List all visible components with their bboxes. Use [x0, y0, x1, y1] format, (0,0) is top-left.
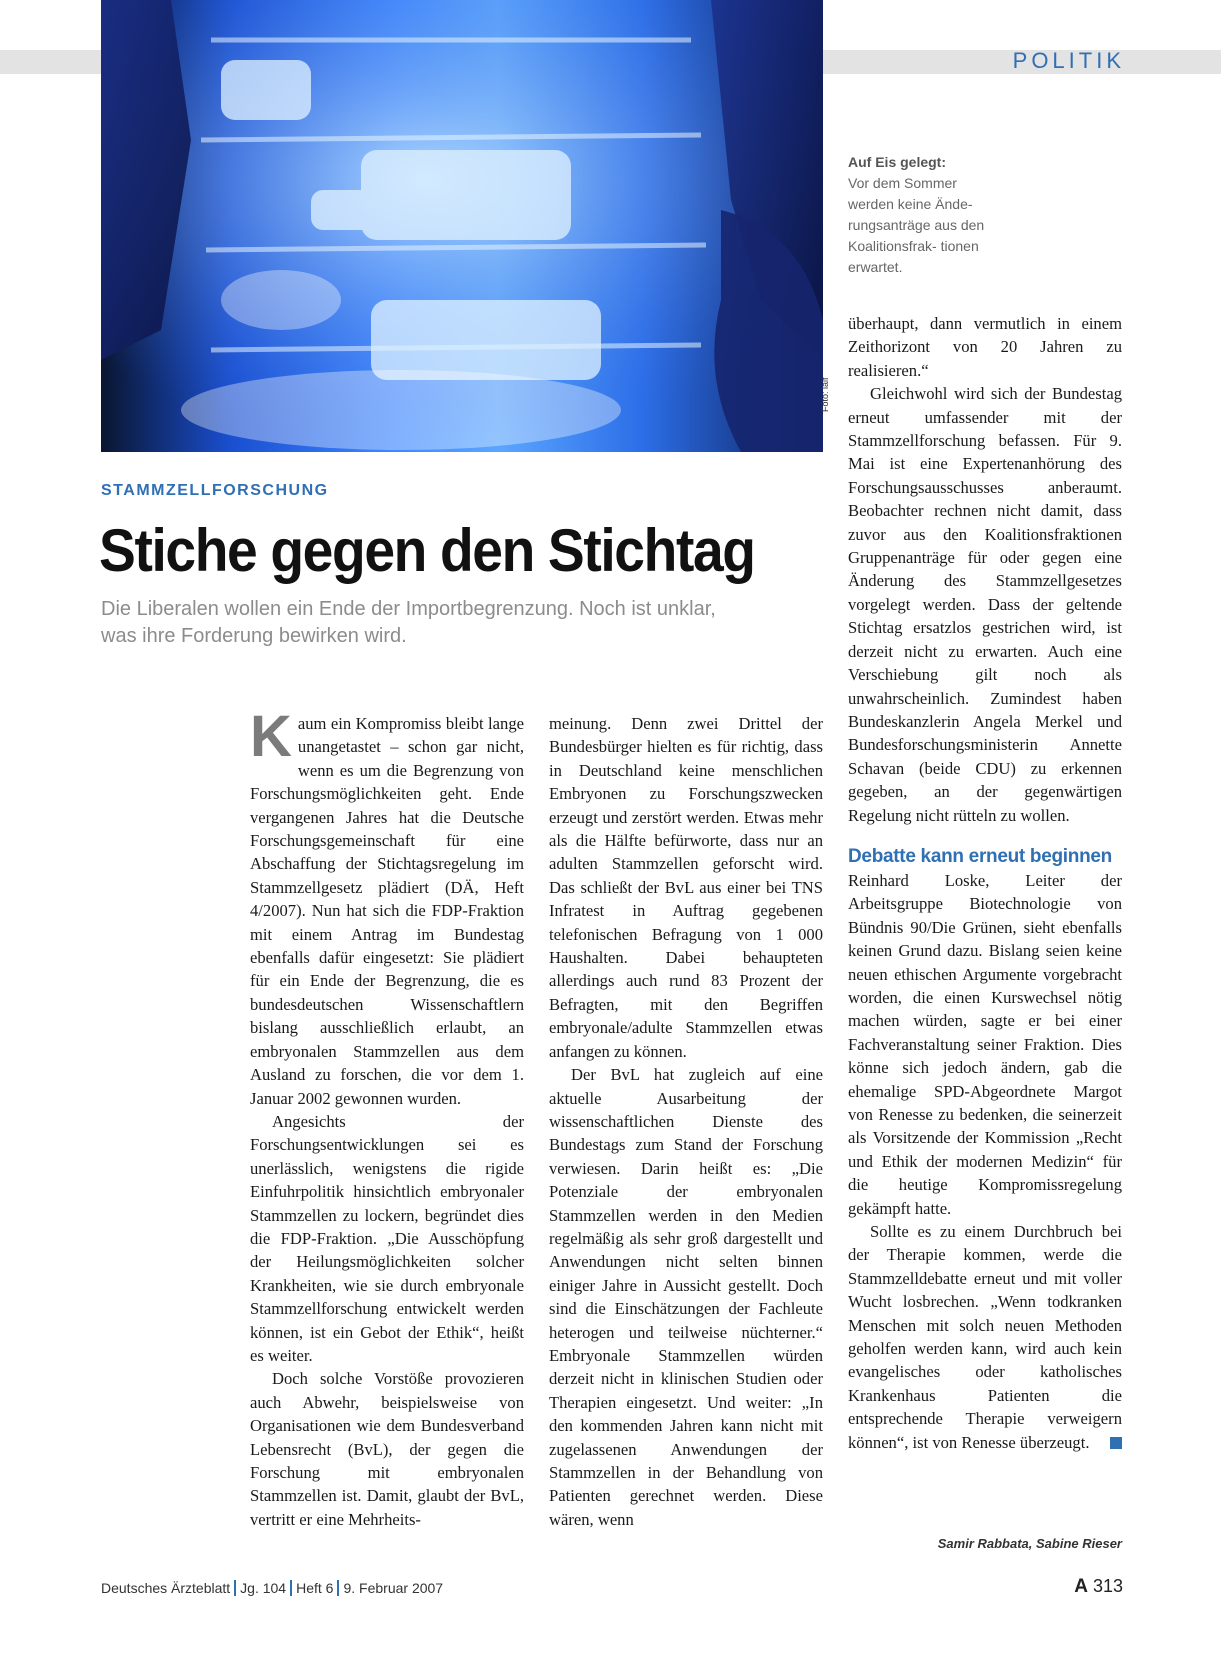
paragraph: aum ein Kompromiss bleibt lange unangetastet – schon gar nicht, wenn es um die Begrenzung von Forschungsmöglichkeiten geht. Ende vergangenen Jahres hat die Deutsche Forschungsgemeinschaft für eine Abschaffung der Stichtagsregelung im Stammzellgesetz plädiert (DÄ, Heft 4/2007). Nun hat sich die FDP-Fraktion mit einem Antrag im Bundestag ebenfalls dafür eingesetzt: Sie plädiert für ein Ende der Begrenzung, die es bundesdeutschen Wissenschaftlern bislang ausschließlich erlaubt, an embryonalen Stammzellen aus dem Ausland zu forschen, die vor dem 1. Januar 2002 gewonnen wurden. [250, 714, 524, 1108]
footer-separator [234, 1580, 236, 1596]
paragraph: Angesichts der Forschungsentwicklungen sei es unerlässlich, wenigstens die rigide Einfuhrpolitik hinsichtlich embryonaler Stammzellen zu lockern, begründet dies die FDP-Fraktion. „Die Ausschöpfung der Heilungsmöglichkeiten solcher Krankheiten, wie sie durch embryonale Stammzellforschung entwickelt werden können, ist ein Gebot der Ethik“, heißt es weiter. [250, 1111, 524, 1365]
footer-separator [290, 1580, 292, 1596]
issue-date: 9. Februar 2007 [343, 1580, 444, 1596]
page-number [1074, 1576, 1123, 1598]
text-column-3 [848, 312, 1122, 1454]
caption-title: Auf Eis gelegt: [848, 154, 947, 170]
article-authors: Samir Rabbata, Sabine Rieser [937, 1536, 1122, 1551]
paragraph: Doch solche Vorstöße provozieren auch Abwehr, beispielsweise von Organisationen wie dem Bundesverband Lebensrecht (BvL), der gegen die Forschung mit embryonalen Stammzellen ist. Damit, glaubt der BvL, vertritt er eine Mehrheits- [250, 1369, 524, 1529]
journal-name: Deutsches Ärzteblatt [101, 1580, 231, 1596]
page-prefix: A [1074, 1576, 1088, 1597]
article-subtitle: Die Liberalen wollen ein Ende der Importbegrenzung. Noch ist unklar, was ihre Forderung bewirken wird. [101, 598, 716, 647]
paragraph: Gleichwohl wird sich der Bundestag erneut umfassender mit der Stammzellforschung befassen. Für 9. Mai ist eine Expertenanhörung des Forschungsausschusses anberaumt. Beobachter rechnen nicht damit, dass zuvor aus den Koalitionsfraktionen Gruppenanträge für oder gegen eine Änderung des Stammzellgesetzes vorgelegt werden. Dass der geltende Stichtag ersatzlos gestrichen wird, ist derzeit nicht zu erwarten. Auch eine Verschiebung gilt noch als unwahrscheinlich. Zumindest haben Bundeskanzlerin Angela Merkel und Bundesforschungsministerin Annette Schavan (beide CDU) zu erkennen gegeben, an der gegenwärtigen Regelung nicht rütteln zu wollen. [848, 384, 1122, 825]
text-column-1 [250, 704, 524, 1531]
paragraph: Reinhard Loske, Leiter der Arbeitsgruppe Biotechnologie von Bündnis 90/Die Grünen, sieht ebenfalls keinen Grund dazu. Bislang seien keine neuen ethischen Argumente vorgebracht worden, die einen Kurswechsel nötig machen würden, sagte er bei einer Fachveranstaltung seiner Fraktion. Dies könne sich jedoch ändern, gab die ehemalige SPD-Abgeordnete Margot von Renesse zu bedenken, die seinerzeit als Vorsitzende der Kommission „Recht und Ethik der modernen Medizin“ für die heutige Kompromissregelung gekämpft hatte. [848, 870, 1122, 1218]
journal-volume: Jg. 104 [240, 1580, 287, 1596]
text-column-2 [549, 712, 823, 1531]
footer-separator [337, 1580, 339, 1596]
page-footer [101, 1580, 443, 1596]
paragraph: Sollte es zu einem Durchbruch bei der Therapie kommen, werde die Stammzelldebatte erneut und mit voller Wucht losbrechen. „Wenn todkranken Menschen mit solch neuen Methoden geholfen werden kann, wird auch kein evangelisches oder katholisches Krankenhaus Patienten die entsprechende Therapie verweigern können“, ist von Renesse überzeugt. [848, 1222, 1122, 1452]
end-mark-icon [1110, 1437, 1122, 1449]
article-photo [101, 0, 823, 452]
drop-cap: K [250, 704, 292, 769]
journal-issue: Heft 6 [296, 1580, 334, 1596]
photo-credit: Foto: laif [820, 377, 830, 412]
section-subheading: Debatte kann erneut beginnen [848, 845, 1112, 867]
photo-caption [848, 152, 988, 278]
caption-text: Vor dem Sommer werden keine Ände- rungsanträge aus den Koalitionsfrak- tionen erwartet. [848, 175, 985, 275]
paragraph: überhaupt, dann vermutlich in einem Zeithorizont von 20 Jahren zu realisieren.“ [848, 314, 1122, 380]
section-label: POLITIK [1012, 48, 1125, 73]
article-headline: Stiche gegen den Stichtag [99, 517, 755, 584]
paragraph: Der BvL hat zugleich auf eine aktuelle Ausarbeitung der wissenschaftlichen Dienste des Bundestags zum Stand der Forschung verwiesen. Darin heißt es: „Die Potenziale der embryonalen Stammzellen werden in den Medien regelmäßig als sehr groß dargestellt und Anwendungen nicht selten binnen einiger Jahre in Aussicht gestellt. Doch sind die Einschätzungen der Fachleute heterogen und teilweise nüchterner.“ Embryonale Stammzellen würden derzeit nicht in klinischen Studien oder Therapien eingesetzt. Und weiter: „In den kommenden Jahren kann nicht mit zugelassenen Anwendungen der Stammzellen in der Behandlung von Patienten gerechnet werden. Diese wären, wenn [549, 1065, 823, 1529]
paragraph: meinung. Denn zwei Drittel der Bundesbürger hielten es für richtig, dass in Deutschland keine menschlichen Embryonen zu Forschungszwecken erzeugt und zerstört werden. Etwas mehr als die Hälfte befürworte, dass nur an adulten Stammzellen geforscht wird. Das schließt der BvL aus einer bei TNS Infratest in Auftrag gegebenen telefonischen Befragung von 1 000 Haushalten. Dabei behaupteten allerdings auch rund 83 Prozent der Befragten, mit den Begriffen embryonale/adulte Stammzellen etwas anfangen zu können. [549, 714, 823, 1061]
cryo-petri-dishes-image [101, 0, 823, 452]
page-number-value: 313 [1092, 1576, 1123, 1596]
article-kicker: STAMMZELLFORSCHUNG [101, 482, 329, 499]
